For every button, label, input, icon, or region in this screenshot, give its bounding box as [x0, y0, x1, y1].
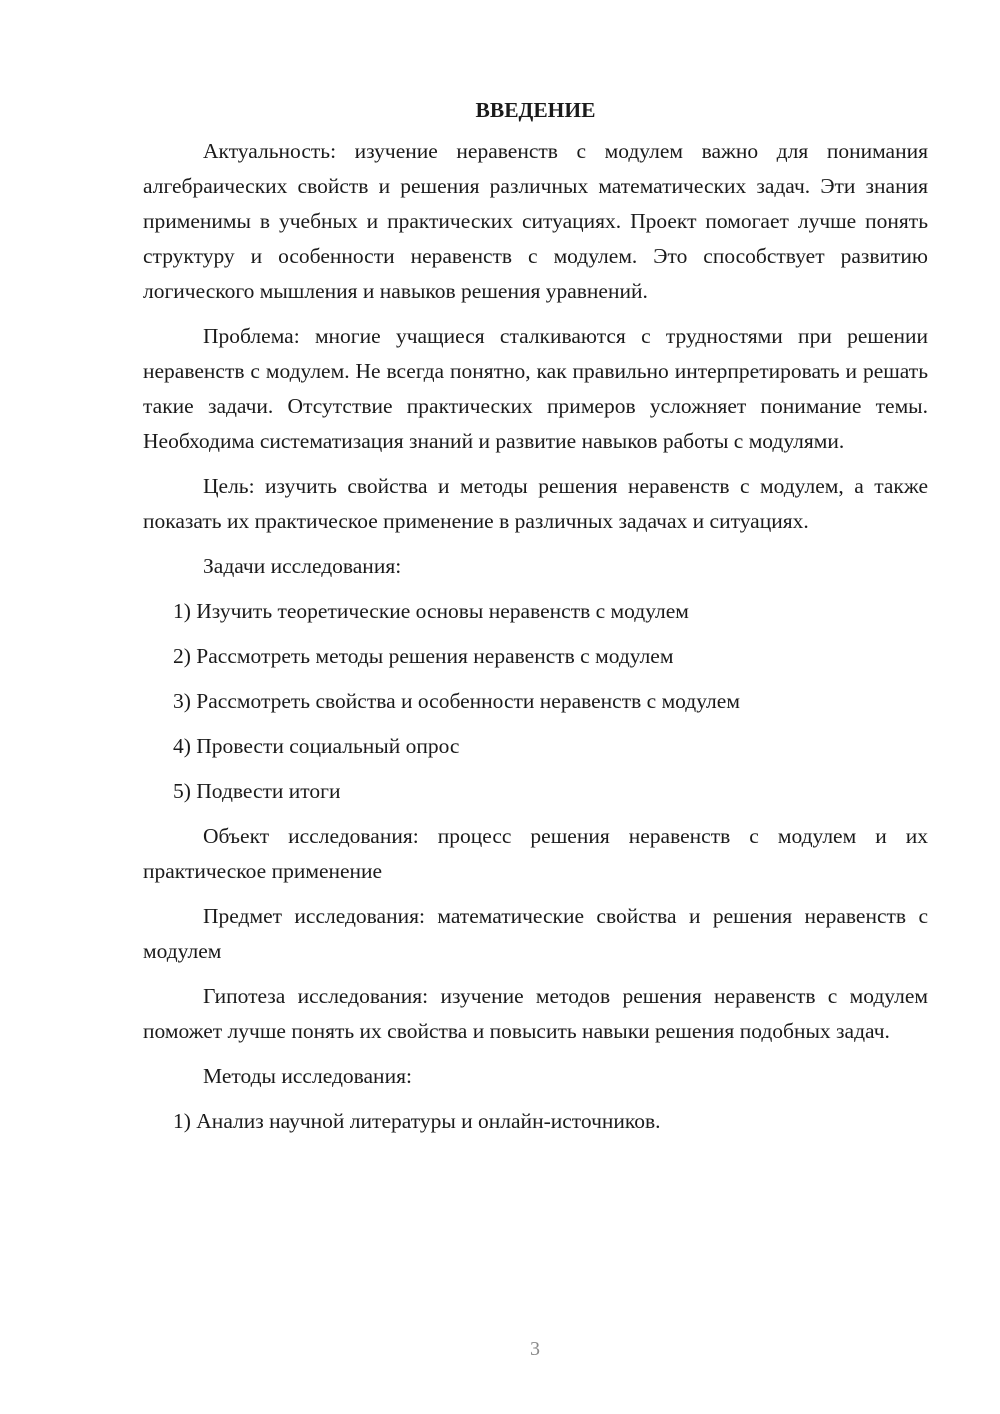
- tasks-heading: Задачи исследования:: [203, 554, 402, 578]
- methods-heading: Методы исследования:: [203, 1064, 412, 1088]
- task-item: 5) Подвести итоги: [173, 779, 341, 803]
- page-content: [143, 93, 928, 1149]
- subject-paragraph: Предмет исследования: математические свойства и решения неравенств с модулем: [143, 904, 928, 963]
- hypothesis-paragraph: Гипотеза исследования: изучение методов решения неравенств с модулем поможет лучше понять их свойства и повысить навыки решения подобных задач.: [143, 984, 928, 1043]
- method-item: 1) Анализ научной литературы и онлайн-источников.: [173, 1109, 661, 1133]
- object-paragraph: Объект исследования: процесс решения неравенств с модулем и их практическое применение: [143, 824, 928, 883]
- task-item: 1) Изучить теоретические основы неравенств с модулем: [173, 599, 689, 623]
- problem-paragraph: Проблема: многие учащиеся сталкиваются с трудностями при решении неравенств с модулем. Не всегда понятно, как правильно интерпретировать и решать такие задачи. Отсутствие практических примеров усложняет понимание темы. Необходима систематизация знаний и развитие навыков работы с модулями.: [143, 324, 928, 453]
- relevance-paragraph: Актуальность: изучение неравенств с модулем важно для понимания алгебраических свойств и решения различных математических задач. Эти знания применимы в учебных и практических ситуациях. Проект помогает лучше понять структуру и особенности неравенств с модулем. Это способствует развитию логического мышления и навыков решения уравнений.: [143, 139, 928, 303]
- page-number: 3: [530, 1338, 540, 1360]
- task-item: 2) Рассмотреть методы решения неравенств с модулем: [173, 644, 674, 668]
- task-item: 4) Провести социальный опрос: [173, 734, 460, 758]
- page-title: ВВЕДЕНИЕ: [475, 98, 596, 122]
- task-item: 3) Рассмотреть свойства и особенности неравенств с модулем: [173, 689, 740, 713]
- goal-paragraph: Цель: изучить свойства и методы решения неравенств с модулем, а также показать их практическое применение в различных задачах и ситуациях.: [143, 474, 928, 533]
